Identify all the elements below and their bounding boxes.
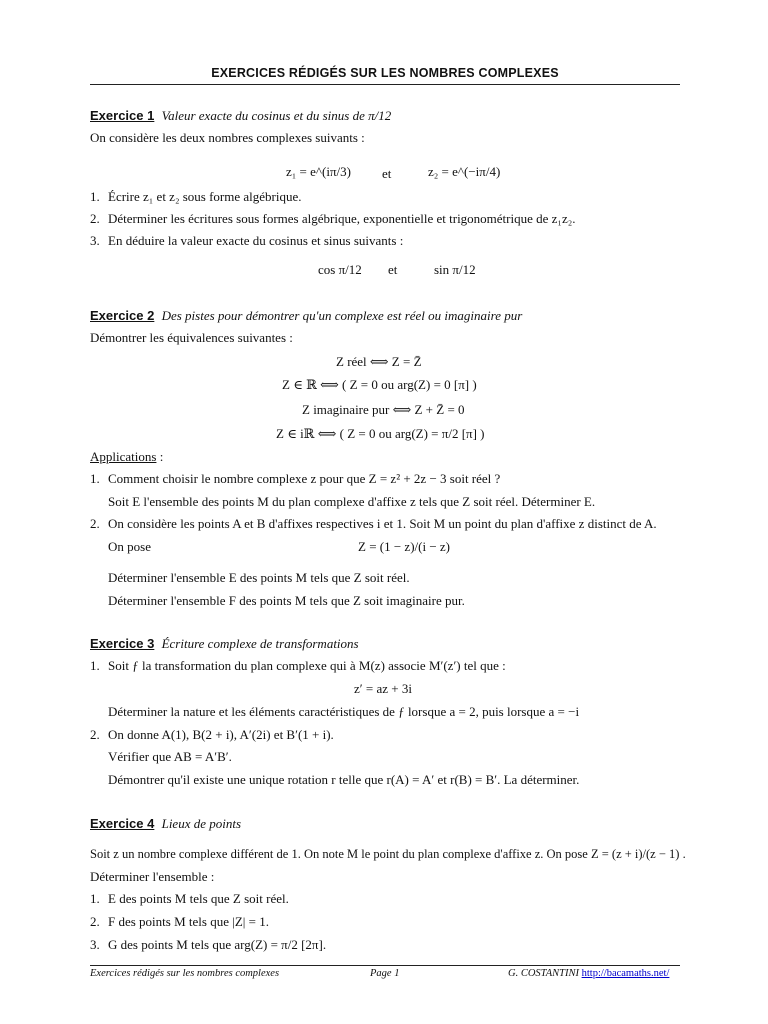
application-2: 2. On considère les points A et B d'affixes respectives i et 1. Soit M un point du plan d'affixe z distinct de A.: [90, 516, 657, 531]
footer-url-link[interactable]: http://bacamaths.net/: [581, 968, 670, 979]
footer-left: Exercices rédigés sur les nombres complexes: [90, 968, 280, 979]
exercise-4-label: Exercice 4: [90, 816, 155, 831]
title-rule: [90, 84, 680, 85]
application-2-pose: On pose: [108, 539, 151, 554]
exercise-4-item-2: 2. F des points M tels que |Z| = 1.: [90, 914, 269, 929]
equivalence-1: Z réel ⟺ Z = Z̄: [336, 354, 422, 369]
exercise-1-subtitle: Valeur exacte du cosinus et du sinus de π/12: [161, 108, 392, 123]
exercise-4-intro: Soit z un nombre complexe différent de 1. On note M le point du plan complexe d'affixe z. On pose Z = (z + i)/(z − 1) .: [90, 847, 686, 861]
sin-pi-12: sin π/12: [434, 262, 476, 277]
exercise-3-label: Exercice 3: [90, 636, 155, 651]
exercise-3-question-2-verify: Vérifier que AB = A′B′.: [108, 749, 232, 764]
exercise-3-question-2: 2. On donne A(1), B(2 + i), A′(2i) et B′(1 + i).: [90, 727, 334, 742]
exercise-1-question-3: 3. En déduire la valeur exacte du cosinus et sinus suivants :: [90, 233, 404, 248]
page-title: EXERCICES RÉDIGÉS SUR LES NOMBRES COMPLEXES: [211, 66, 559, 80]
equivalence-3: Z imaginaire pur ⟺ Z + Z̄ = 0: [302, 402, 465, 417]
exercise-1-question-1: 1. Écrire z₁ et z₂ sous forme algébrique.: [90, 189, 302, 204]
exercise-1-question-2: 2. Déterminer les écritures sous formes algébrique, exponentielle et trigonométrique de z₁z₂.: [90, 211, 576, 226]
et-connector-2: et: [388, 262, 398, 277]
application-2-detail-2: Déterminer l'ensemble F des points M tels que Z soit imaginaire pur.: [108, 593, 465, 608]
exercise-2-heading: [90, 308, 522, 324]
application-1: 1. Comment choisir le nombre complexe z pour que Z = z² + 2z − 3 soit réel ?: [90, 471, 501, 486]
transformation-equation: z′ = az + 3i: [354, 681, 412, 696]
exercise-4-determine: Déterminer l'ensemble :: [90, 869, 215, 884]
exercise-3-question-2-rotation: Démontrer qu'il existe une unique rotation r telle que r(A) = A′ et r(B) = B′. La déterminer.: [108, 772, 580, 787]
footer-author-block: [508, 968, 669, 979]
exercise-2-subtitle: Des pistes pour démontrer qu'un complexe est réel ou imaginaire pur: [161, 308, 523, 323]
exercise-4-item-1: 1. E des points M tels que Z soit réel.: [90, 891, 289, 906]
z2-definition: z₂ = e^(−iπ/4): [428, 164, 501, 179]
document-page: [90, 0, 686, 1024]
equivalence-2: Z ∈ ℝ ⟺ ( Z = 0 ou arg(Z) = 0 [π] ): [282, 377, 477, 392]
exercise-2-label: Exercice 2: [90, 308, 155, 323]
application-2-detail-1: Déterminer l'ensemble E des points M tels que Z soit réel.: [108, 570, 410, 585]
exercise-4-item-3: 3. G des points M tels que arg(Z) = π/2 [2π].: [90, 937, 327, 952]
exercise-1-label: Exercice 1: [90, 108, 155, 123]
cos-pi-12: cos π/12: [318, 262, 362, 277]
footer-author: G. COSTANTINI: [508, 968, 579, 979]
footer-page-number: Page 1: [370, 968, 400, 979]
et-connector-1: et: [382, 166, 392, 181]
exercise-4-heading: [90, 816, 241, 832]
exercise-3-question-1: 1. Soit ƒ la transformation du plan complexe qui à M(z) associe M′(z′) tel que :: [90, 658, 506, 673]
exercise-1-intro: On considère les deux nombres complexes suivants :: [90, 130, 365, 145]
exercise-3-subtitle: Écriture complexe de transformations: [161, 636, 359, 651]
exercise-3-question-1-detail: Déterminer la nature et les éléments caractéristiques de ƒ lorsque a = 2, puis lorsque a = −i: [108, 704, 580, 719]
z1-definition: z₁ = e^(iπ/3): [286, 164, 351, 179]
application-2-equation: Z = (1 − z)/(i − z): [358, 539, 451, 554]
exercise-2-intro: Démontrer les équivalences suivantes :: [90, 330, 293, 345]
exercise-1-heading: [90, 108, 391, 124]
application-1-detail: Soit E l'ensemble des points M du plan complexe d'affixe z tels que Z soit réel. Déterminer E.: [108, 494, 596, 509]
exercise-3-heading: [90, 636, 359, 652]
exercise-4-subtitle: Lieux de points: [161, 816, 242, 831]
equivalence-4: Z ∈ iℝ ⟺ ( Z = 0 ou arg(Z) = π/2 [π] ): [276, 426, 485, 441]
applications-heading: Applications :: [90, 449, 164, 464]
footer-rule: [90, 965, 680, 966]
